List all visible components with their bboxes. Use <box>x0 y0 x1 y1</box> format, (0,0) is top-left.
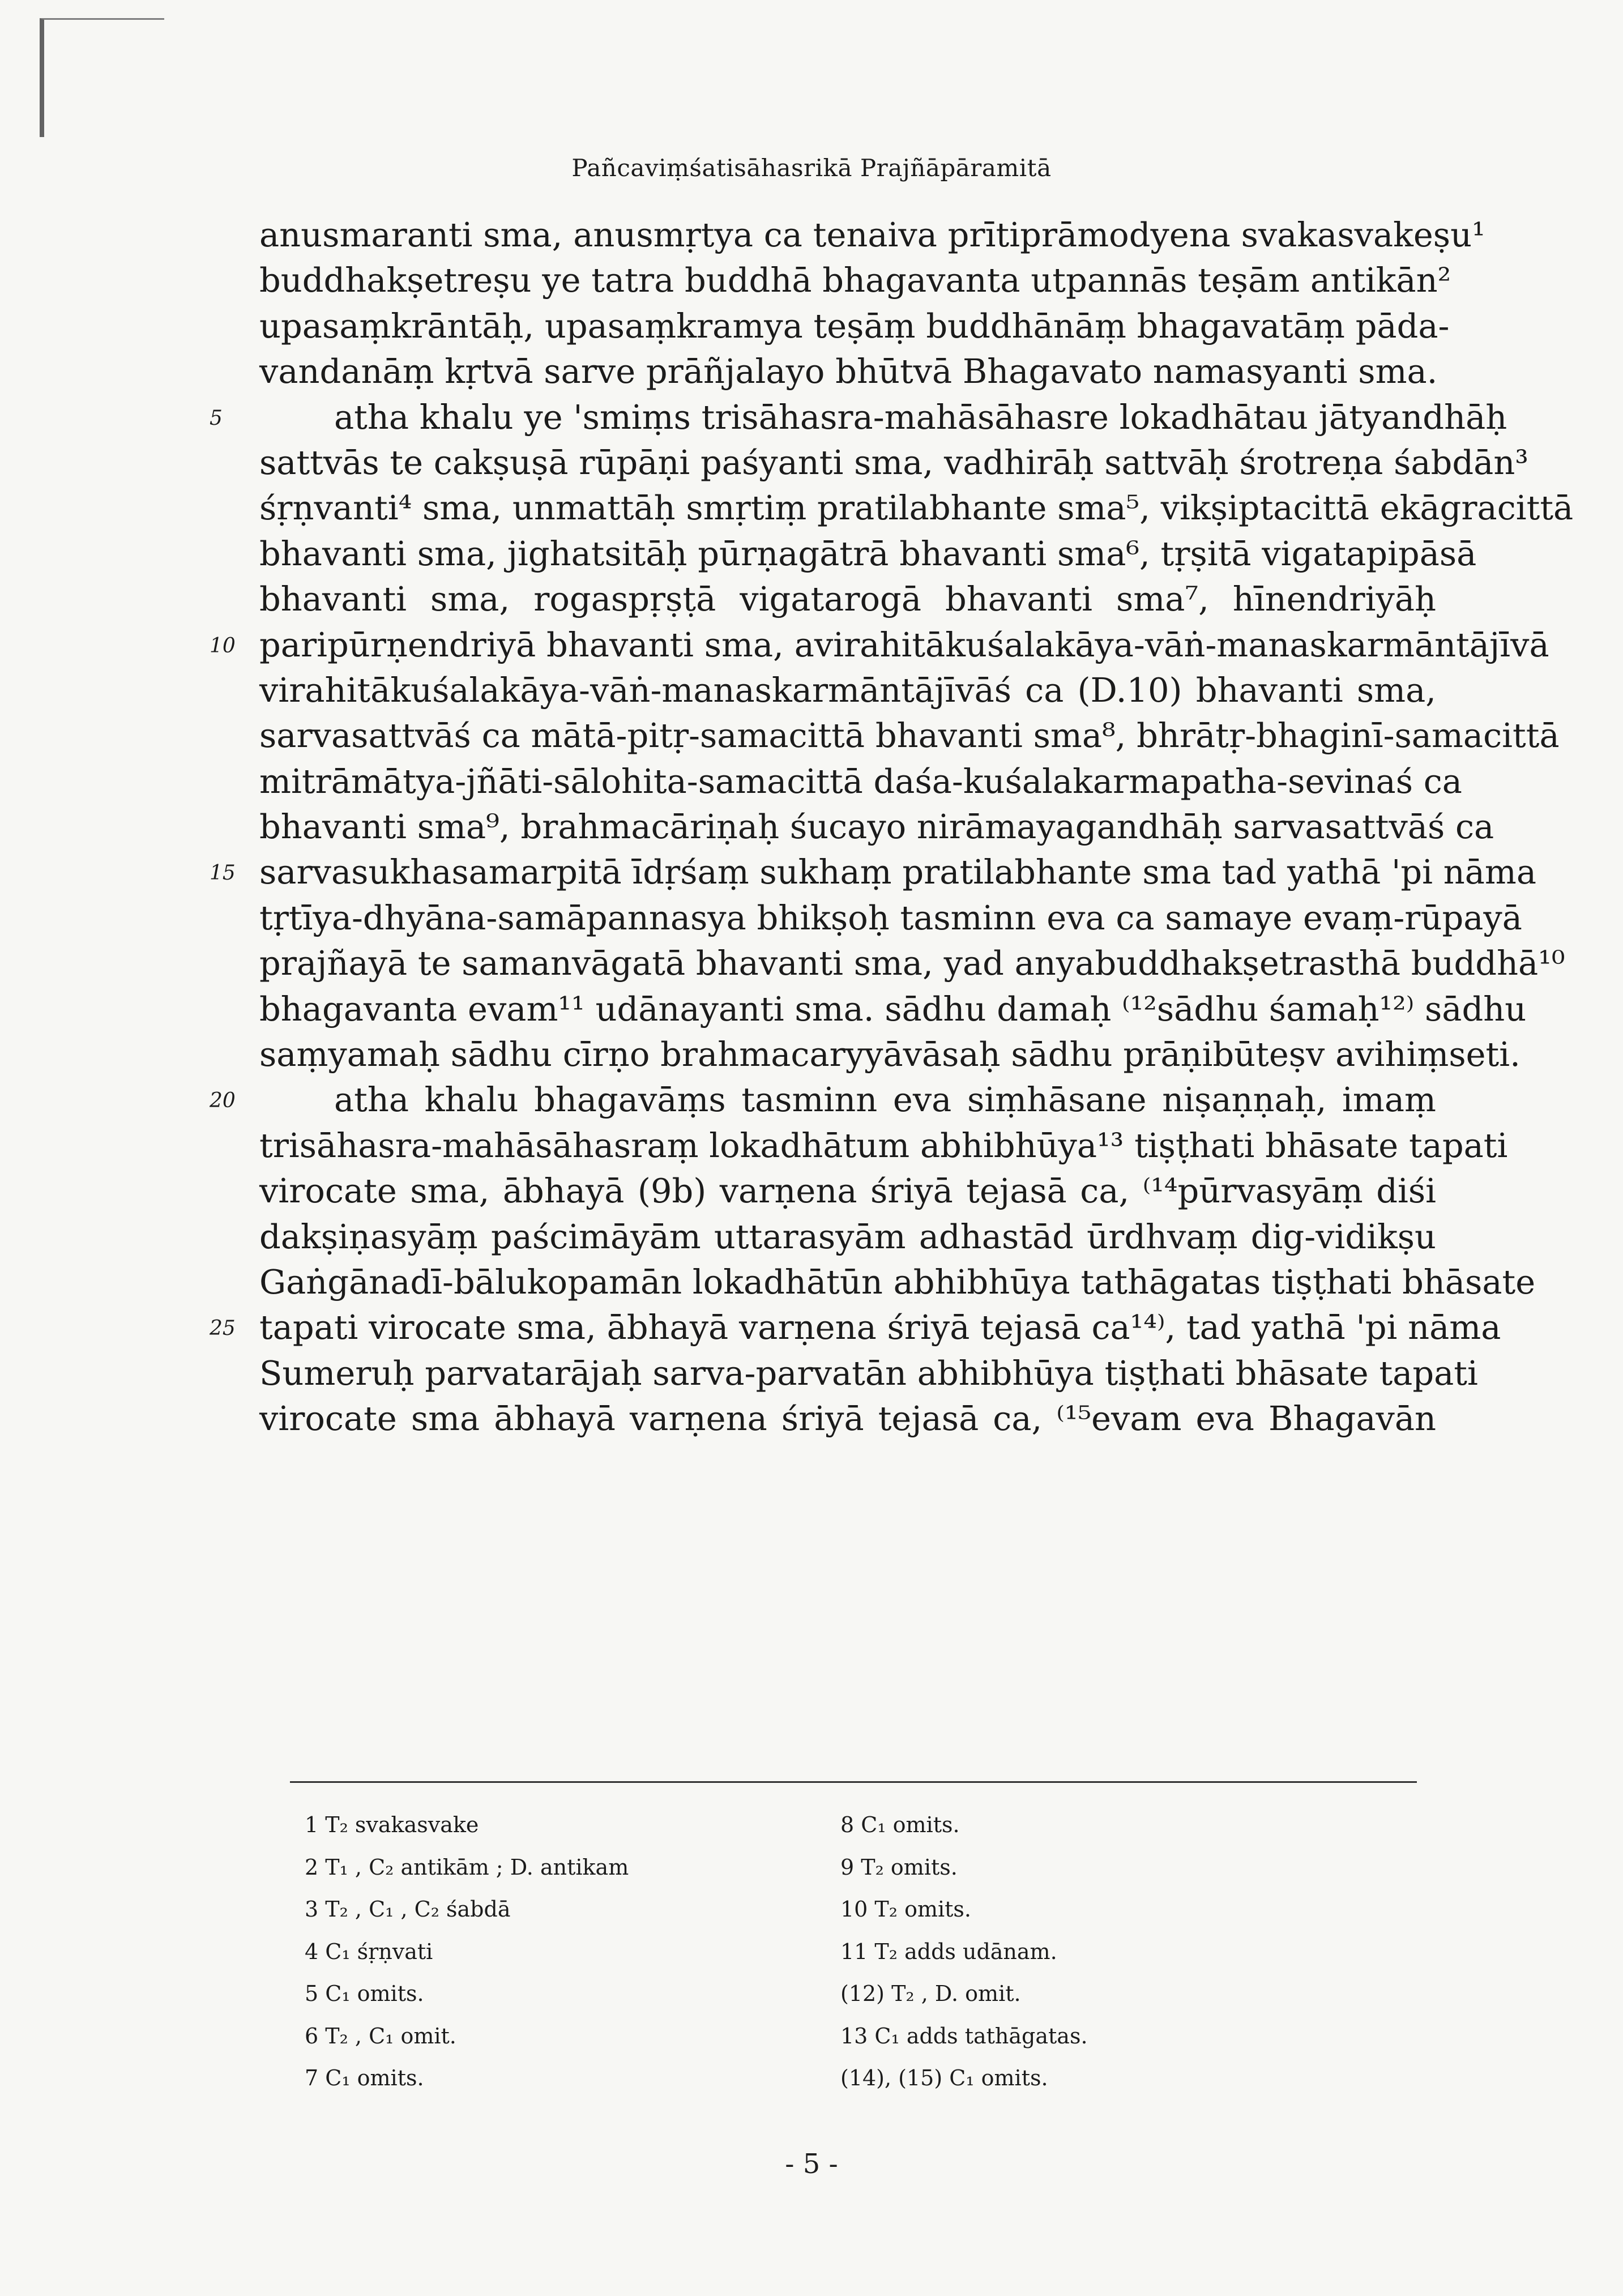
text-line <box>259 485 1574 531</box>
footnote-item: 7 C₁ omits. <box>305 2065 424 2090</box>
text-line <box>210 1077 1436 1123</box>
text-line <box>210 1305 1501 1350</box>
line-text: sarvasukhasamarpitā īdṛśaṃ sukhaṃ pratilabhante sma tad yathā 'pi nāma <box>259 852 1537 892</box>
page-number: - 5 - <box>785 2148 838 2180</box>
footnote-item: 2 T₁ , C₂ antikām ; D. antikam <box>305 1854 629 1880</box>
text-line <box>259 1123 1508 1168</box>
line-text: bhavanti sma, jighatsitāḥ pūrṇagātrā bhavanti sma⁶, tṛṣitā vigatapipāsā <box>259 534 1477 573</box>
line-number: 5 <box>210 406 223 430</box>
line-text: tapati virocate sma, ābhayā varṇena śriyā tejasā ca¹⁴⁾, tad yathā 'pi nāma <box>259 1308 1501 1347</box>
line-text: buddhakṣetreṣu ye tatra buddhā bhagavanta utpannās teṣām antikān² <box>259 261 1451 300</box>
footnote-item: 5 C₁ omits. <box>305 1981 424 2006</box>
footnote-item: 8 C₁ omits. <box>840 1812 960 1837</box>
footnote-item: (14), (15) C₁ omits. <box>840 2065 1048 2090</box>
scan-corner-mark <box>40 18 164 137</box>
text-line <box>259 440 1528 485</box>
text-line <box>259 895 1522 941</box>
line-text: atha khalu ye 'smiṃs trisāhasra-mahāsāhasre lokadhātau jātyandhāḥ <box>334 397 1507 437</box>
text-line <box>259 577 1436 622</box>
text-line <box>259 1214 1436 1260</box>
line-text: Gaṅgānadī-bālukopamān lokadhātūn abhibhūya tathāgatas tiṣṭhati bhāsate <box>259 1262 1536 1301</box>
text-line <box>259 349 1436 394</box>
line-text: bhavanti sma⁹, brahmacāriṇaḥ śucayo nirāmayagandhāḥ sarvasattvāś ca <box>259 807 1494 847</box>
line-text: sattvās te cakṣuṣā rūpāṇi paśyanti sma, vadhirāḥ sattvāḥ śrotreṇa śabdān³ <box>259 442 1528 482</box>
line-text: trisāhasra-mahāsāhasraṃ lokadhātum abhibhūya¹³ tiṣṭhati bhāsate tapati <box>259 1125 1508 1165</box>
text-line <box>210 395 1507 440</box>
line-text: bhagavanta evam¹¹ udānayanti sma. sādhu damaḥ ⁽¹²sādhu śamaḥ¹²⁾ sādhu <box>259 989 1527 1028</box>
footnote-item: 13 C₁ adds tathāgatas. <box>840 2023 1088 2049</box>
line-text: sarvasattvāś ca mātā-pitṛ-samacittā bhavanti sma⁸, bhrātṛ-bhaginī-samacittā <box>259 716 1560 756</box>
text-line <box>259 1396 1436 1441</box>
footnote-item: 3 T₂ , C₁ , C₂ śabdā <box>305 1897 511 1922</box>
text-line <box>259 531 1477 577</box>
text-line <box>259 941 1565 986</box>
line-number: 20 <box>210 1089 236 1113</box>
line-text: prajñayā te samanvāgatā bhavanti sma, yad anyabuddhakṣetrasthā buddhā¹⁰ <box>259 944 1565 983</box>
line-text: virahitākuśalakāya-vāṅ-manaskarmāntājīvāś ca (D.10) bhavanti sma, <box>259 670 1436 710</box>
line-text: paripūrṇendriyā bhavanti sma, avirahitākuśalakāya-vāṅ-manaskarmāntājīvā <box>259 625 1549 664</box>
footnote-item: 9 T₂ omits. <box>840 1854 958 1880</box>
footnote-item: 10 T₂ omits. <box>840 1897 972 1922</box>
text-line <box>259 713 1560 758</box>
text-line <box>259 1351 1478 1396</box>
line-text: upasaṃkrāntāḥ, upasaṃkramya teṣāṃ buddhānāṃ bhagavatāṃ pāda- <box>259 306 1450 345</box>
footnote-item: 6 T₂ , C₁ omit. <box>305 2023 456 2049</box>
text-line <box>259 987 1527 1032</box>
footnote-item: (12) T₂ , D. omit. <box>840 1981 1021 2006</box>
text-line <box>259 804 1494 850</box>
text-line <box>259 1168 1436 1214</box>
line-text: anusmaranti sma, anusmṛtya ca tenaiva prītiprāmodyena svakasvakeṣu¹ <box>259 215 1485 254</box>
footnote-item: 11 T₂ adds udānam. <box>840 1939 1057 1964</box>
line-text: vandanāṃ kṛtvā sarve prāñjalayo bhūtvā Bhagavato namasyanti sma. <box>259 352 1438 391</box>
footnote-divider <box>290 1781 1417 1783</box>
line-text: virocate sma, ābhayā (9b) varṇena śriyā tejasā ca, ⁽¹⁴pūrvasyāṃ diśi <box>259 1171 1436 1211</box>
text-line <box>210 850 1537 895</box>
text-line <box>259 258 1451 303</box>
main-text-block <box>210 212 1574 1442</box>
text-line <box>259 1032 1521 1077</box>
footnote-item: 4 C₁ śṛṇvati <box>305 1939 433 1964</box>
footnotes-left-column <box>305 1804 871 2099</box>
line-text: atha khalu bhagavāṃs tasminn eva siṃhāsane niṣaṇṇaḥ, imaṃ <box>334 1080 1436 1120</box>
line-text: virocate sma ābhayā varṇena śriyā tejasā ca, ⁽¹⁵evam eva Bhagavān <box>259 1399 1436 1439</box>
text-line <box>259 212 1485 258</box>
line-number: 15 <box>210 861 236 885</box>
line-text: tṛtīya-dhyāna-samāpannasya bhikṣoḥ tasminn eva ca samaye evaṃ-rūpayā <box>259 898 1522 937</box>
line-text: dakṣiṇasyāṃ paścimāyām uttarasyām adhastād ūrdhvaṃ dig-vidikṣu <box>259 1217 1436 1256</box>
footnote-item: 1 T₂ svakasvake <box>305 1812 479 1837</box>
line-text: śṛṇvanti⁴ sma, unmattāḥ smṛtiṃ pratilabhante sma⁵, vikṣiptacittā ekāgracittā <box>259 488 1574 528</box>
line-number: 25 <box>210 1317 236 1341</box>
text-line <box>259 1260 1536 1305</box>
text-line <box>210 622 1549 668</box>
line-text: bhavanti sma, rogaspṛṣṭā vigatarogā bhavanti sma⁷, hīnendriyāḥ <box>259 579 1436 619</box>
line-text: saṃyamaḥ sādhu cīrṇo brahmacaryyāvāsaḥ sādhu prāṇibūteṣv avihiṃseti. <box>259 1035 1521 1074</box>
text-line <box>259 304 1450 349</box>
running-title: Pañcaviṃśatisāhasrikā Prajñāpāramitā <box>571 154 1052 182</box>
line-number: 10 <box>210 634 236 658</box>
line-text: mitrāmātya-jñāti-sālohita-samacittā daśa-kuśalakarmapatha-sevinaś ca <box>259 761 1462 801</box>
line-text: Sumeruḥ parvatarājaḥ sarva-parvatān abhibhūya tiṣṭhati bhāsate tapati <box>259 1353 1478 1393</box>
text-line <box>259 668 1436 713</box>
footnotes-right-column <box>840 1804 1407 2099</box>
text-line <box>259 759 1462 804</box>
